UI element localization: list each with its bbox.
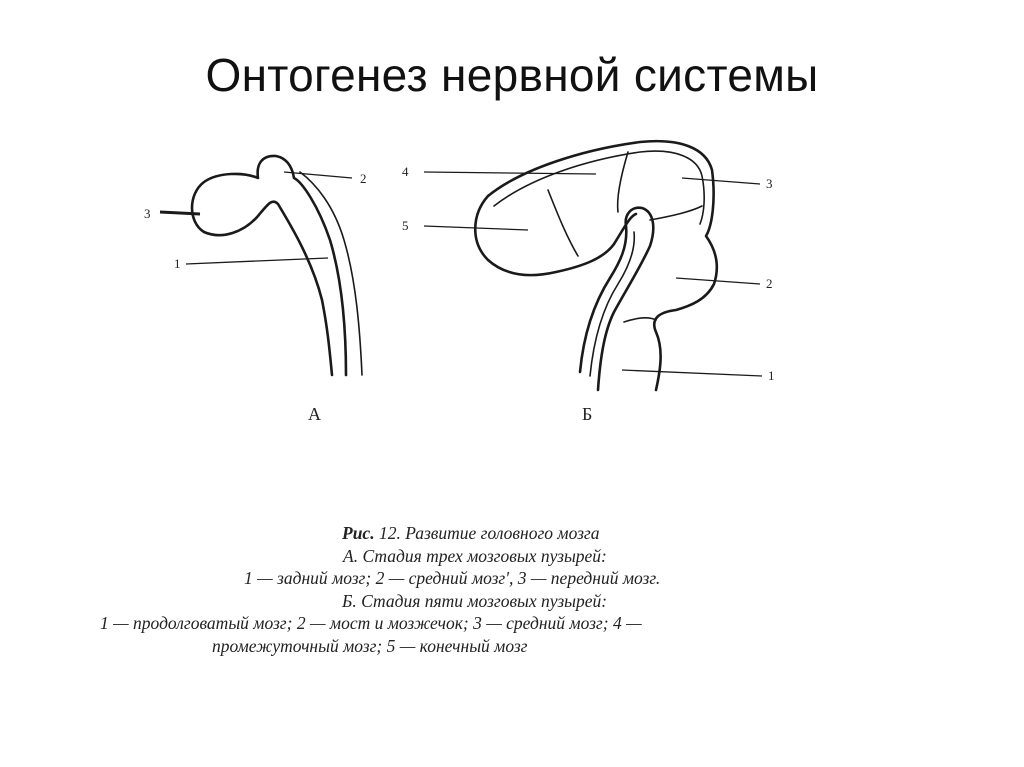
panel-b-leader-2	[676, 278, 760, 284]
panel-a-outer-contour	[192, 156, 346, 375]
panel-a-label-1: 1	[174, 256, 181, 271]
caption-b-heading: Б. Стадия пяти мозговых пузырей:	[342, 590, 608, 611]
panel-a-leader-1	[186, 258, 328, 264]
panel-b-label-1: 1	[768, 368, 775, 383]
panel-b-label-3: 3	[766, 176, 773, 191]
slide-title: Онтогенез нервной системы	[205, 49, 819, 101]
panel-b-divider-3-2	[650, 206, 702, 220]
panel-b-inner-wall	[494, 151, 704, 224]
panel-a-drawing	[160, 156, 362, 375]
caption-b-legend-line1: 1 — продолговатый мозг; 2 — мост и мозжечок; 3 — средний мозг; 4 —	[100, 613, 642, 633]
panel-a-leader-3	[160, 212, 200, 214]
caption-title-bold: Рис.	[342, 523, 375, 543]
panel-b-divider-4-3	[618, 152, 628, 212]
panel-b-leader-4	[424, 172, 596, 174]
panel-b-letter: Б	[582, 404, 593, 424]
panel-b-divider-2-1	[624, 318, 656, 322]
figure-caption	[100, 522, 880, 657]
caption-title-rest: 12. Развитие головного мозга	[374, 523, 600, 543]
panel-b-drawing	[424, 141, 762, 390]
panel-b-divider-5-4	[548, 190, 578, 256]
panel-b-leader-1	[622, 370, 762, 376]
caption-title	[342, 522, 880, 545]
panel-b-label-2: 2	[766, 276, 773, 291]
panel-a-label-3: 3	[144, 206, 151, 221]
panel-a-label-2: 2	[360, 171, 367, 186]
caption-b-legend-line2: промежуточный мозг; 5 — конечный мозг	[212, 635, 528, 656]
panel-b-leader-3	[682, 178, 760, 184]
caption-a-legend: 1 — задний мозг; 2 — средний мозг', 3 — передний мозг.	[244, 568, 661, 588]
panel-b-label-4: 4	[402, 164, 409, 179]
panel-a-letter: А	[308, 404, 321, 424]
panel-b-label-5: 5	[402, 218, 409, 233]
caption-a-heading: А. Стадия трех мозговых пузырей:	[343, 545, 607, 566]
panel-a-inner-contour	[300, 172, 362, 375]
